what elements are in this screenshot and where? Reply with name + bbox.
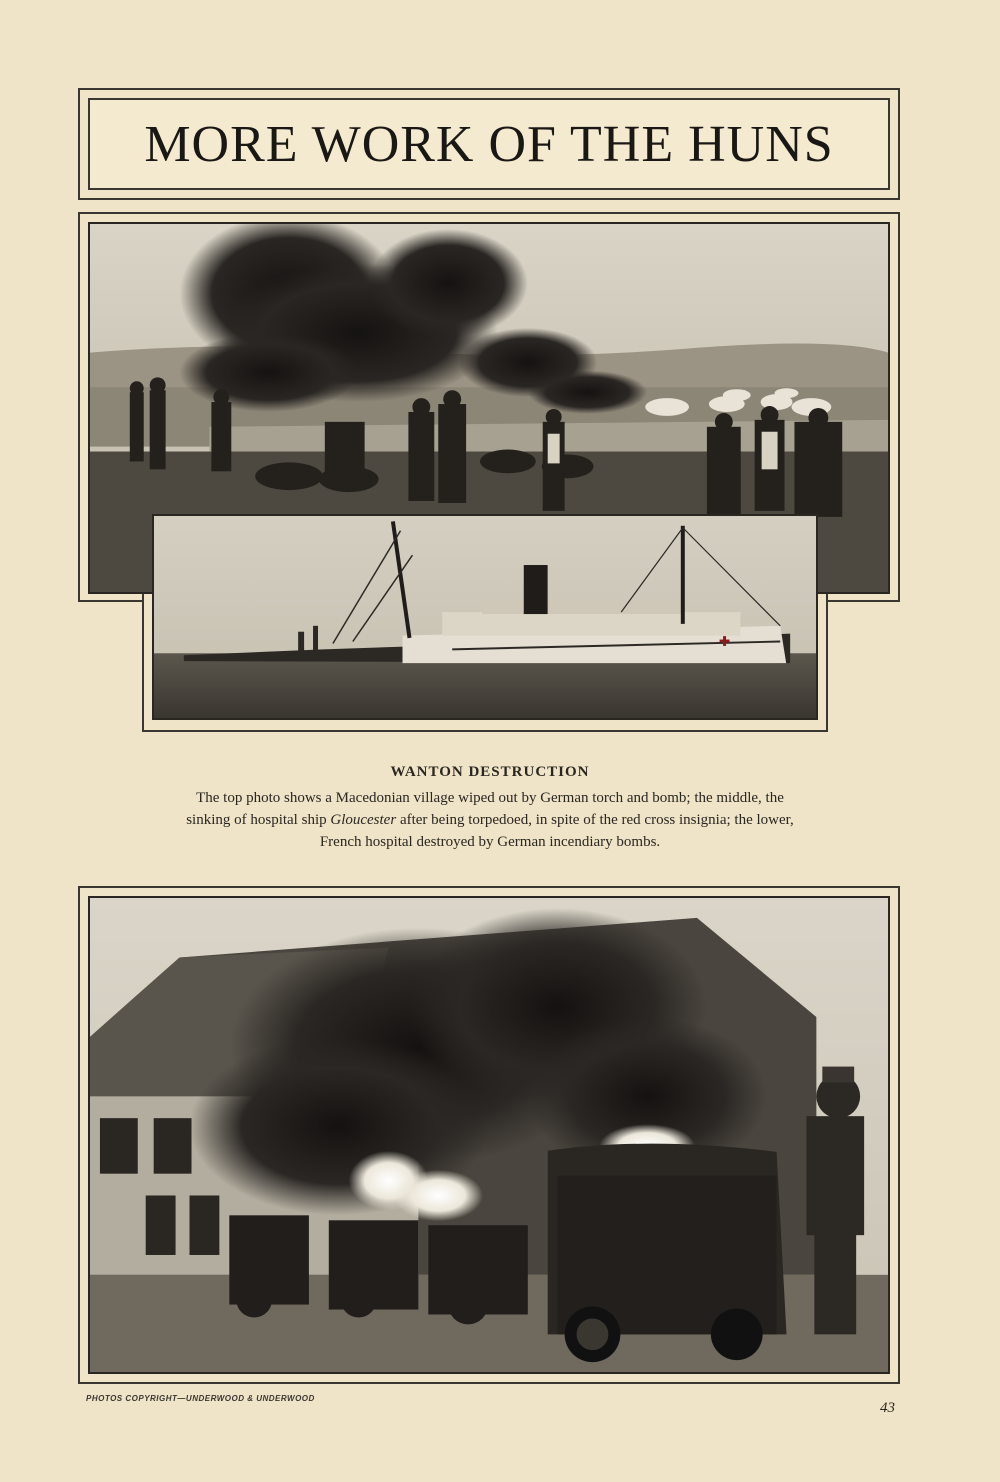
title-inner-border (88, 98, 890, 190)
hospital-scene-image (90, 898, 888, 1372)
caption-line-2 (120, 809, 860, 831)
photo-french-hospital (88, 896, 890, 1374)
caption-line-2-after: after being torpedoed, in spite of the red cross insignia; the lower, (396, 812, 794, 828)
page-number: 43 (880, 1400, 895, 1416)
photo-credit: PHOTOS COPYRIGHT—UNDERWOOD & UNDERWOOD (86, 1394, 315, 1403)
photo-hospital-ship (152, 514, 818, 720)
caption-heading: WANTON DESTRUCTION (390, 764, 590, 780)
ship-scene-image (154, 516, 816, 718)
ship-name: Gloucester (330, 812, 397, 828)
title-frame (78, 88, 900, 200)
caption-body (120, 787, 860, 853)
caption-line-3: French hospital destroyed by German incendiary bombs. (319, 834, 661, 850)
page-title: MORE WORK OF THE HUNS (144, 115, 834, 173)
caption-block (120, 764, 860, 853)
caption-line-2-before: sinking of hospital ship (186, 812, 331, 828)
caption-line-1: The top photo shows a Macedonian village wiped out by German torch and bomb; the middle, the (196, 790, 784, 806)
